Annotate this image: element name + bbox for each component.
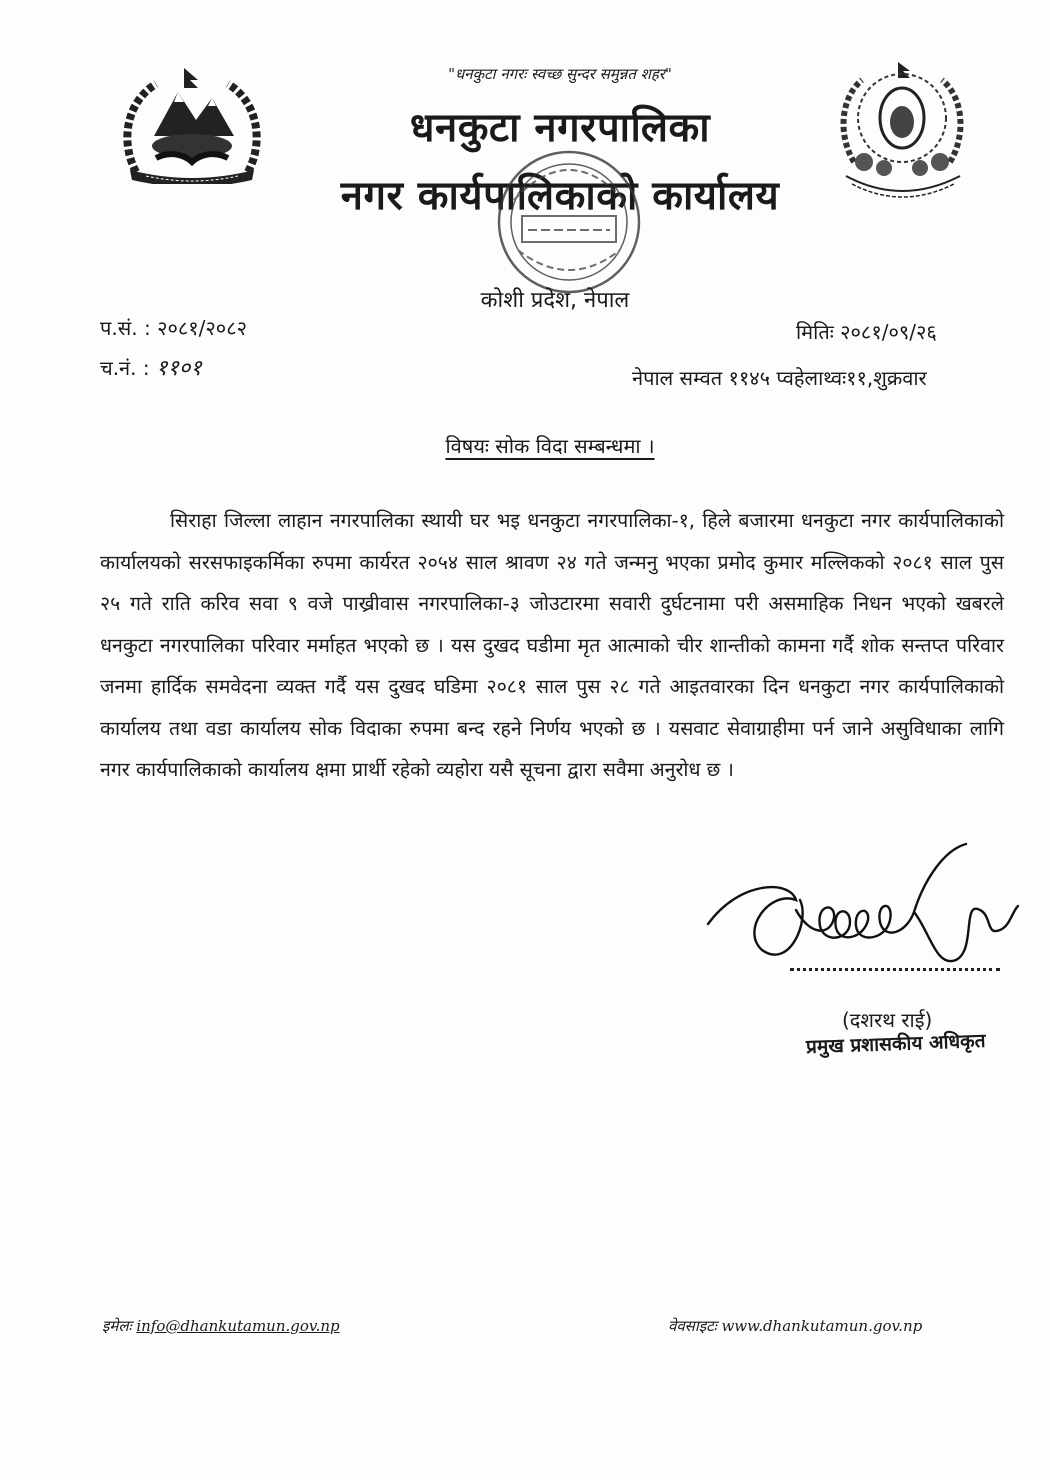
footer-website [668, 1316, 922, 1336]
municipality-slogan: "धनकुटा नगरः स्वच्छ सुन्दर समुन्नत शहर" [448, 65, 672, 83]
nepal-sambat-date: नेपाल सम्वत ११४५ प्वहेलाथ्वः११,शुक्रवार [632, 366, 927, 390]
office-name: नगर कार्यपालिकाको कार्यालय [340, 173, 780, 219]
signature-line [790, 968, 1000, 971]
letter-date [796, 318, 937, 345]
email-link[interactable]: info@dhankutamun.gov.np [136, 1317, 340, 1335]
signatory-name: (दशरथ राई) [842, 1008, 933, 1032]
email-label: इमेलः [102, 1317, 132, 1335]
website-label: वेवसाइटः [668, 1317, 717, 1335]
subject-text: विषयः सोक विदा सम्बन्धमा । [445, 434, 655, 458]
signature [700, 840, 1020, 970]
municipality-name: धनकुटा नगरपालिका [409, 105, 711, 151]
dispatch-number [100, 352, 202, 382]
signatory-title: प्रमुख प्रशासकीय अधिकृत [805, 1029, 986, 1059]
date-value: २०८१/०९/२६ [840, 320, 937, 344]
province-line: कोशी प्रदेश, नेपाल [480, 288, 630, 313]
dispatch-label: च.नं. : [100, 356, 150, 380]
reference-label: प.सं. : [100, 316, 151, 340]
dispatch-value: ११०१ [155, 356, 202, 381]
footer-email [102, 1316, 340, 1336]
reference-value: २०८१/२०८२ [157, 316, 248, 340]
letter-body: सिराहा जिल्ला लाहान नगरपालिका स्थायी घर भइ धनकुटा नगरपालिका-१, हिले बजारमा धनकुटा नगर कार्यपालिकाको कार्यालयको सरसफाइकर्मिका रुपमा कार्यरत २०५४ साल श्रावण २४ गते जन्मनु भएका प्रमोद कुमार मल्लिकको २०८१ साल पुस २५ गते राति करिव सवा ९ वजे पाख्रीवास नगरपालिका-३ जोउटारमा सवारी दुर्घटनामा परी असमाहिक निधन भएको खबरले धनकुटा नगरपालिका परिवार मर्माहत भएको छ । यस दुखद घडीमा मृत आत्माको चीर शान्तीको कामना गर्दै शोक सन्तप्त परिवार जनमा हार्दिक समवेदना व्यक्त गर्दै यस दुखद घडिमा २०८१ साल पुस २८ गते आइतवारका दिन धनकुटा नगर कार्यपालिकाको कार्यालय तथा वडा कार्यालय सोक विदाका रुपमा बन्द रहने निर्णय भएको छ । यसवाट सेवाग्राहीमा पर्न जाने असुविधाका लागि नगर कार्यपालिकाको कार्यालय क्षमा प्रार्थी रहेको व्यहोरा यसै सूचना द्वारा सवैमा अनुरोध छ । [100, 509, 1004, 781]
date-label: मितिः [796, 320, 834, 344]
reference-number [100, 314, 247, 341]
website-link[interactable]: www.dhankutamun.gov.np [721, 1317, 923, 1335]
letter-subject [0, 432, 1050, 459]
